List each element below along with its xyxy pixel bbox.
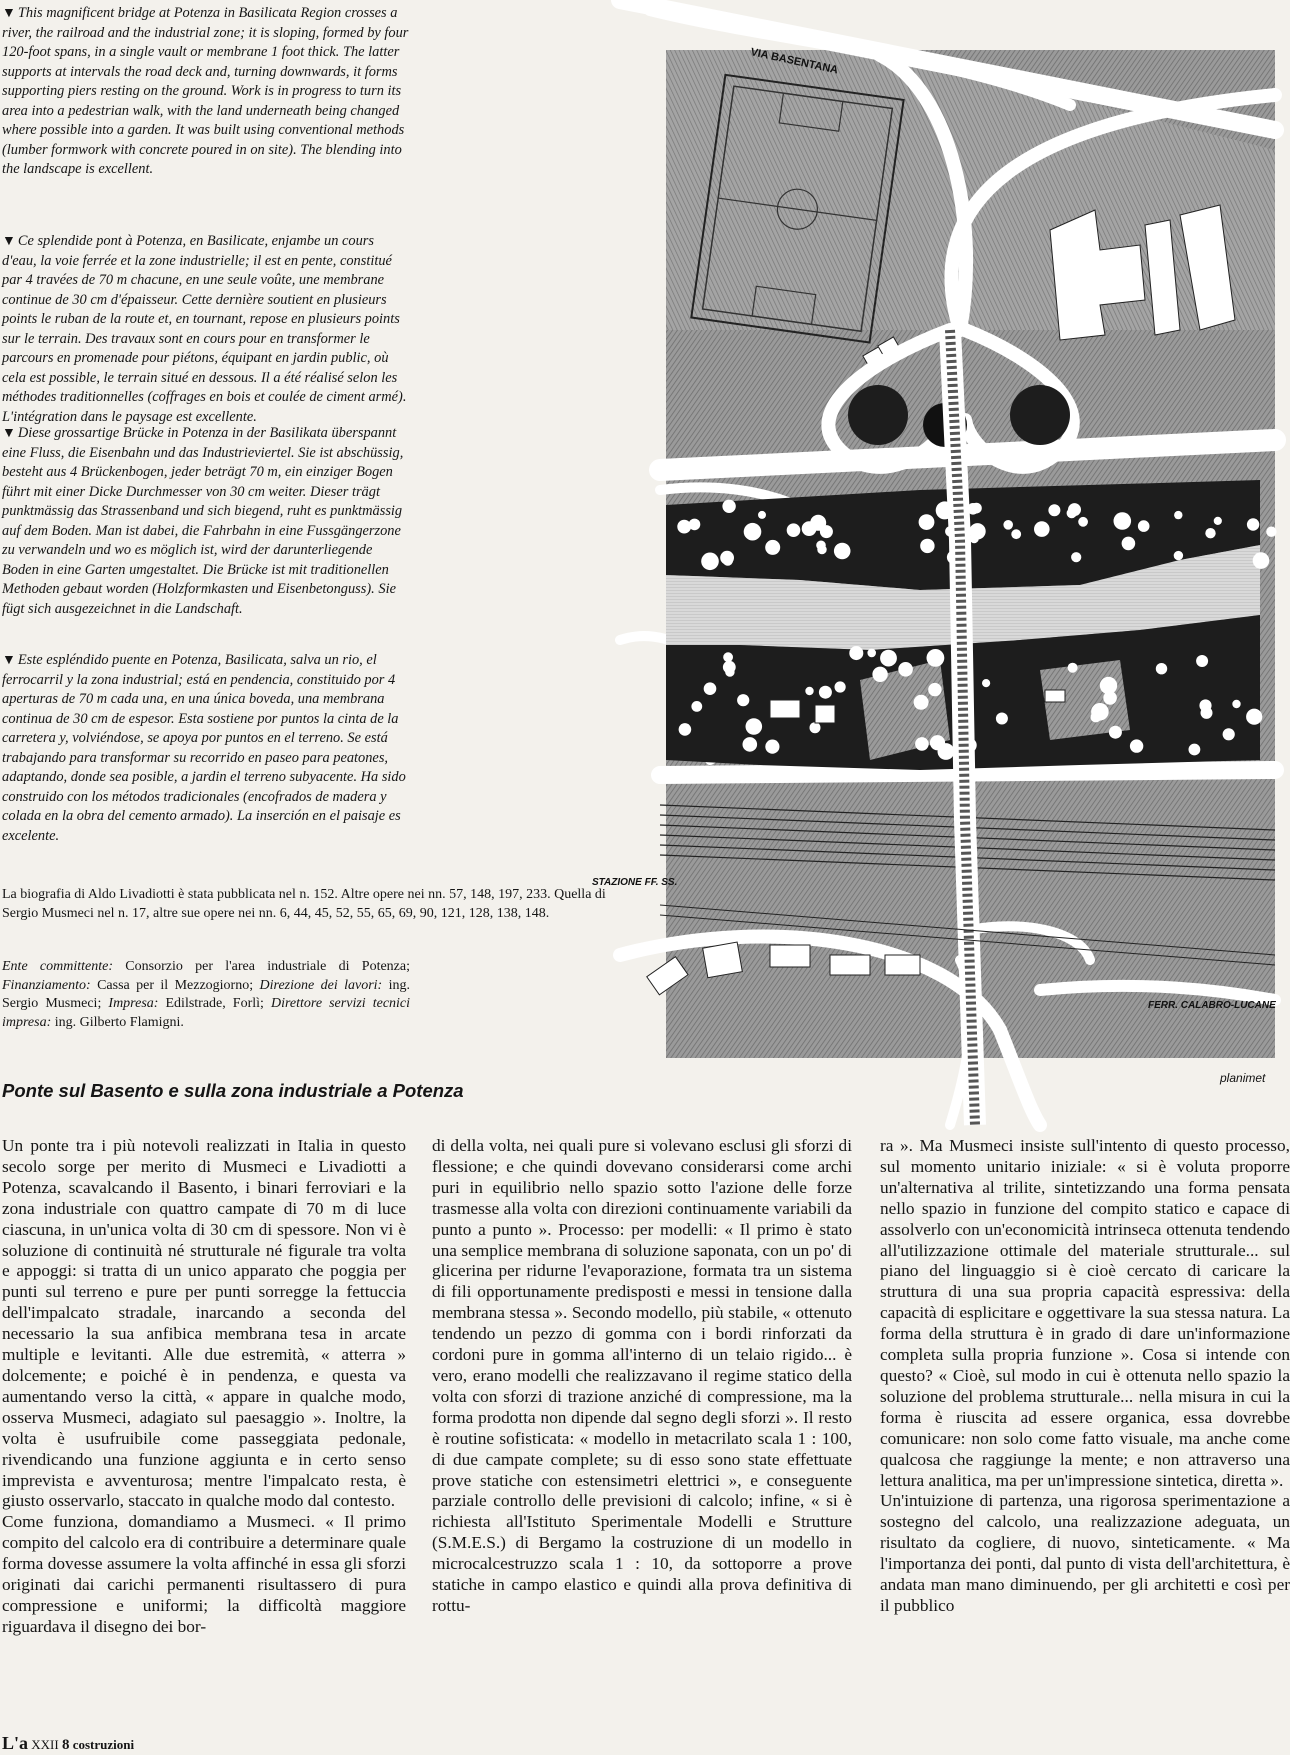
tree-dot (928, 683, 941, 696)
tree-dot (746, 718, 763, 735)
tree-dot (810, 722, 821, 733)
tree-dot (1048, 504, 1060, 516)
credit-value: Consorzio per l'area industriale di Potenza; (125, 959, 410, 974)
tree-dot (725, 667, 734, 676)
tree-dot (915, 737, 929, 751)
label-planimetry: planimet (1220, 1071, 1266, 1085)
tree-dot (817, 545, 826, 554)
tree-dot (1091, 703, 1109, 721)
section-name: costruzioni (72, 1737, 135, 1752)
label-station: STAZIONE FF. SS. (592, 877, 678, 888)
tree-dot (1156, 663, 1167, 674)
credit-label: Direttore servizi tecnici impresa: (2, 996, 411, 1030)
credit-label: Ente committente: (2, 959, 114, 974)
article-column-1 (2, 1136, 406, 1638)
tree-dot (704, 682, 717, 695)
tree-dot (880, 650, 897, 667)
tree-dot (1266, 527, 1276, 537)
article-column-2 (432, 1136, 852, 1617)
tree-dot (758, 511, 766, 519)
triangle-marker-icon: ▼ (2, 426, 16, 441)
article-title: Ponte sul Basento e sulla zona industriale a Potenza (2, 1080, 464, 1101)
tree-dot (765, 540, 780, 555)
paragraph: Un'intuizione di partenza, una rigorosa sperimentazione a sostegno del calcolo, una realizzazione adeguata, un risultato da cogliere, di nuovo, sinteticamente. « Ma l'importanza dei ponti, dal punto di vista dell'architettura, è andata man mano diminuendo, per gli architetti e così per il pubblico (880, 1491, 1290, 1615)
tree-dot (723, 555, 733, 565)
caption-spanish-text: Este espléndido puente en Potenza, Basilicata, salva un rio, el ferrocarril y la zona industrial; está en pendencia, constituido por 4 aperturas de 70 m cada una, en una única boveda, una membrana continua de 30 cm de espesor. Esta sostiene por puntos la cinta de la carretera y, volviéndose, se apoya por puntos en el terreno. Se está trabajando para transformar su recorrido en paseo para peatones, adaptando, donde sea posible, a jardin el terreno subyacente. Ha sido construido con los métodos tradicionales (encofrados de madera y colada en la obra del cemento armado). La inserción en el paisaje es excelente. (2, 652, 406, 844)
tree-dot (1078, 517, 1088, 527)
credit-label: Impresa: (108, 996, 159, 1012)
tree-dot (1196, 655, 1208, 667)
magazine-logo: L'a (2, 1733, 29, 1753)
tree-dot (743, 737, 758, 752)
tree-dot (1223, 728, 1235, 740)
credit-label: Direzione dei lavori: (259, 977, 383, 993)
caption-french (2, 232, 410, 427)
tree-dot (1103, 691, 1117, 705)
tree-dot (1174, 511, 1182, 519)
label-via-basentana: VIA BASENTANA (749, 46, 840, 77)
tree-dot (765, 740, 779, 754)
tree-dot (722, 500, 735, 513)
tree-dot (920, 539, 934, 553)
tree-dot (677, 520, 691, 534)
tree-dot (737, 694, 749, 706)
credits (2, 958, 410, 1032)
paragraph: ra ». Ma Musmeci insiste sull'intento di questo processo, sul momento unitario iniziale: « si è voluta proporre un'alternativa al trilite, sintetizzando una forma pensata nello spazio in funzione del compito statico e capace di assolverlo con un'economicità intrinseca ottenuta tendendo all'utilizzazione ottimale del materiale strutturale... sul piano del linguaggio si è cioè cercato di caricare la struttura di una sua propria capacità espressiva: della capacità di esplicitare e oggettivare la sua stessa natura. La forma della struttura è in grado di dare un'informazione completa sulla propria funzione ». Cosa si intende con questo? « Cioè, sul modo in cui è ottenuta nello spazio la soluzione del problema strutturale... nella misura in cui la forma è riuscita ad essere organica, essa dovrebbe comunicare: non solo come fatto visuale, ma anche come qualcosa che raggiunge la mente; e non attraverso una lettura analitica, ma per un'impressione sintetica, diretta ». (880, 1136, 1290, 1490)
page-number: 8 (61, 1737, 70, 1753)
tree-dot (867, 649, 876, 658)
triangle-marker-icon: ▼ (2, 653, 16, 668)
tree-dot (849, 646, 863, 660)
paragraph: Un ponte tra i più notevoli realizzati in Italia in questo secolo sorge per merito di Musmeci e Livadiotti a Potenza, scavalcando il Basento, i binari ferroviari e la zona industriale con quattro campate di 70 m di luce ciascuna, in un'unica volta di 30 cm di spessore. Non vi è soluzione di continuità né strutturale né figurale tra volta e appoggi: si tratta di un unico apparato che poggia per punti sul terreno e pure per punti sorregge la fettuccia dell'impalcato stradale, inarcando a seconda del necessario la sua anfibica membrana tesa in arcate multiple e levitanti. Alle due estremità, « atterra » dolcemente; e poiché è in pendenza, e questa va aumentando verso la città, « appare in qualche modo, osserva Musmeci, adagiato sul paesaggio ». Inoltre, la volta è usufruibile come passeggiata pedonale, rivendicando una funzione aggiunta e in certo senso imprevista e avventurosa; mentre l'impalcato resta, è giusto osservarlo, staccato in qualche modo dal contesto. (2, 1136, 406, 1511)
triangle-marker-icon: ▼ (2, 234, 16, 249)
tree-dot (723, 652, 733, 662)
tree-dot (930, 735, 945, 750)
tree-dot (1247, 518, 1259, 530)
tree-dot (819, 686, 832, 699)
tree-dot (1232, 700, 1240, 708)
tree-dot (744, 523, 762, 541)
tree-dot (691, 701, 702, 712)
tree-dot (1138, 520, 1150, 532)
issue-roman: XXII (31, 1737, 59, 1752)
caption-german (2, 424, 410, 619)
caption-english (2, 4, 410, 180)
tree-dot (927, 649, 945, 667)
tree-dot (834, 543, 851, 560)
paragraph: Come funziona, domandiamo a Musmeci. « Il primo compito del calcolo era di contribuire a determinare quale forma dovesse assumere la volta affinché in essa gli sforzi originati dai carichi permanenti risultassero di pura compressione e uniformi; la difficoltà maggiore riguardava il disegno dei bor- (2, 1512, 406, 1636)
tree-dot (1003, 520, 1013, 530)
credit-value: ing. Gilberto Flamigni. (54, 1014, 184, 1030)
tree-dot (1067, 508, 1077, 518)
caption-english-text: This magnificent bridge at Potenza in Basilicata Region crosses a river, the railroad and the industrial zone; it is sloping, formed by four 120-foot spans, in a single vault or membrane 1 foot thick. The latter supports at intervals the road deck and, turning downwards, it forms supporting piers resting on the ground. Work is in progress to turn its area into a pedestrian walk, with the land underneath being changed where possible into a garden. It was built using conventional methods (lumber formwork with concrete poured in on site). The blending into the landscape is excellent. (2, 5, 409, 177)
article-column-3 (880, 1136, 1290, 1617)
tree-dot (1250, 714, 1260, 724)
credit-value: ing. Sergio Musmeci; (2, 977, 411, 1012)
tree-dot (1011, 529, 1021, 539)
caption-french-text: Ce splendide pont à Potenza, en Basilicate, enjambe un cours d'eau, la voie ferrée et la zone industrielle; il est en pente, constitué par 4 travées de 70 m chacune, en une seule voûte, une membrane continue de 30 cm d'épaisseur. Cette dernière soutient en plusieurs points le ruban de la route et, en tournant, repose en plusieurs points sur le terrain. Des travaux sont en cours pour en transformer le parcours en promenade pour piétons, équipant en jardin public, où cela est possible, le terrain situé en dessous. Il a été réalisé selon les méthodes traditionnelles (coffrages en bois et coulée de ciment armé). L'intégration dans le paysage est excellente. (2, 233, 407, 425)
tree-dot (1068, 663, 1078, 673)
triangle-marker-icon: ▼ (2, 6, 16, 21)
credit-label: Finanziamento: (2, 977, 91, 993)
credit-value: Edilstrade, Forlì; (165, 996, 264, 1012)
tree-dot (1201, 707, 1213, 719)
tree-dot (805, 687, 813, 695)
tree-dot (1174, 551, 1183, 560)
tree-dot (679, 723, 692, 736)
tree-dot (1205, 528, 1215, 538)
tree-dot (914, 695, 929, 710)
tree-dot (1034, 521, 1050, 537)
tree-dot (1122, 537, 1136, 551)
caption-spanish (2, 651, 410, 846)
tree-dot (1130, 739, 1143, 752)
tree-dot (1114, 512, 1132, 530)
tree-dot (919, 514, 935, 530)
tree-dot (969, 523, 985, 539)
tree-dot (1189, 744, 1201, 756)
tree-dot (1071, 552, 1081, 562)
tree-dot (1253, 552, 1270, 569)
bio-note: La biografia di Aldo Livadiotti è stata pubblicata nel n. 152. Altre opere nei nn. 57, 148, 197, 233. Quella di Sergio Musmeci nel n. 17, altre sue opere nei nn. 6, 44, 45, 52, 55, 65, 69, 90, 121, 128, 138, 148. (2, 887, 606, 921)
label-railway: FERR. CALABRO-LUCANE (1148, 1000, 1276, 1011)
tree-dot (810, 515, 826, 531)
tree-dot (701, 553, 719, 571)
tree-dot (996, 713, 1008, 725)
tree-dot (982, 679, 990, 687)
tree-dot (872, 667, 887, 682)
tree-dot (898, 662, 913, 677)
credit-value: Cassa per il Mezzogiorno; (97, 977, 254, 993)
page-footer (2, 1733, 134, 1754)
caption-german-text: Diese grossartige Brücke in Potenza in der Basilikata überspannt eine Fluss, die Eisenbahn und das Industrieviertel. Sie ist abschüssig, besteht aus 4 Brückenbogen, jeder beträgt 70 m, ein einziger Bogen führt mit einer Dicke Durchmesser von 30 cm weiter. Dieser trägt punktmässig das Strassenband und sich biegend, ruht es punktmässig auf dem Boden. Man ist dabei, die Fahrbahn in eine Fussgängerzone zu verwandeln und wo es möglich ist, wird der darunterliegende Boden in eine Garten umgestaltet. Die Brücke ist mit traditionellen Methoden gebaut worden (Holzformkasten und Eisenbetonguss). Sie fügt sich ausgezeichnet in die Landschaft. (2, 425, 404, 617)
tree-dot (787, 523, 801, 537)
tree-dot (1109, 726, 1122, 739)
paragraph: di della volta, nei quali pure si volevano esclusi gli sforzi di flessione; e che quindi dovevano considerarsi come archi puri in equilibrio nello spazio sotto l'azione delle forze trasmesse alla volta con direzioni continuamente variabili da punto a punto ». Processo: per modelli: « Il primo è stato una semplice membrana di soluzione saponata, con un po' di glicerina per ridurne l'evaporazione, formata tra un sistema di fili opportunamente predisposti e messi in tensione dalla membrana stessa ». Secondo modello, più stabile, « ottenuto tendendo un pezzo di gomma con i bordi rinforzati da cordoni pure in gomma all'interno di un telaio rigido... è vero, erano modelli che realizzavano il regime statico della volta con sforzi di trazione anziché di compressione, ma la forma prodotta non dipende dal segno degli sforzi ». Il resto è routine sofisticata: « modello in metacrilato scala 1 : 100, di due campate complete; su di esso sono state effettuate prove statiche con estensimetri elettrici », e conseguente parziale controllo delle previsioni di calcolo; infine, « si è richiesta all'Istituto Sperimentale Modelli e Strutture (S.M.E.S.) di Bergamo la costruzione di un modello in microcalcestruzzo scala 1 : 10, da sottoporre a prove statiche in campo elastico e quindi alla prova definitiva di rottu- (432, 1136, 852, 1615)
site-plan-drawing (592, 0, 1276, 1125)
tree-dot (835, 681, 846, 692)
tree-dot (1214, 517, 1222, 525)
